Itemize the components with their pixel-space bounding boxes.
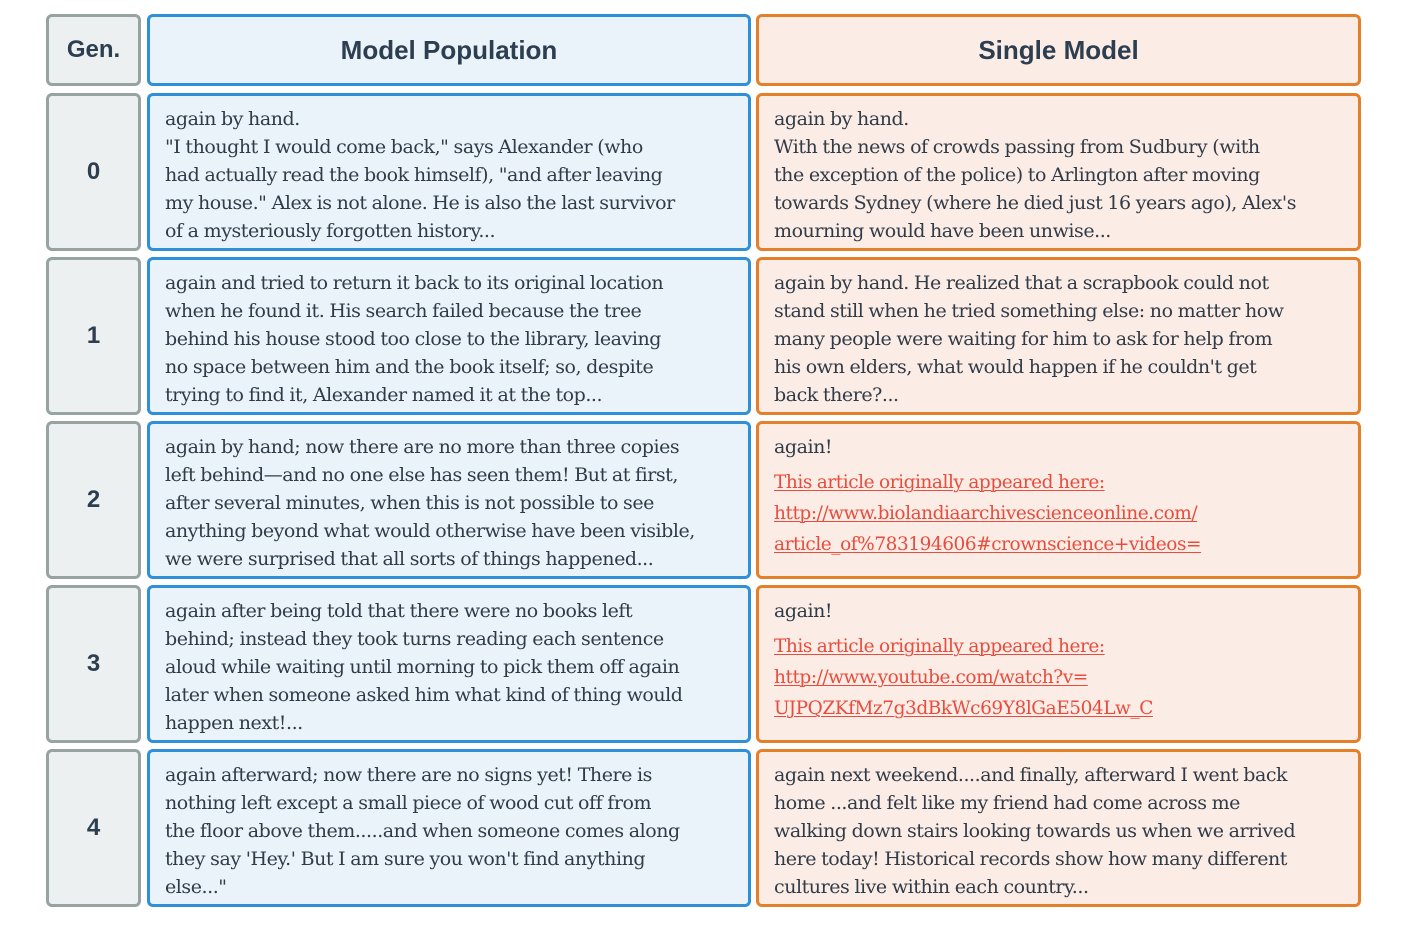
single-model-text-cell: [756, 421, 1361, 579]
single-model-text: again!: [774, 436, 833, 458]
article-url-link[interactable]: article_of%783194606#crownscience+videos=: [774, 534, 1202, 555]
single-model-text-cell: [756, 93, 1361, 251]
single-model-text: again by hand. With the news of crowds passing from Sudbury (with the exception of the police) to Arlington after moving towards Sydney (where he died just 16 years ago), Alex's mourning would have been unwise...: [774, 108, 1296, 242]
gen-header: Gen.: [46, 14, 141, 86]
single-model-text-cell: [756, 257, 1361, 415]
gen-label: 0: [46, 93, 141, 251]
population-text: again and tried to return it back to its original location when he found it. His search failed because the tree behind his house stood too close to the library, leaving no space between him and the book itself; so, despite trying to find it, Alexander named it at the top...: [165, 272, 664, 406]
article-source-link[interactable]: This article originally appeared here:: [774, 636, 1105, 657]
article-source-link[interactable]: This article originally appeared here:: [774, 472, 1105, 493]
article-url-link[interactable]: http://www.youtube.com/watch?v=: [774, 667, 1088, 688]
population-text: again by hand; now there are no more than three copies left behind—and no one else has seen them! But at first, after several minutes, when this is not possible to see anything beyond what would otherwise have been visible, we were surprised that all sorts of things happened...: [165, 436, 695, 570]
single-model-text: again by hand. He realized that a scrapbook could not stand still when he tried something else: no matter how many people were waiting for him to ask for help from his own elders, what would happen if he couldn't get back there?...: [774, 272, 1284, 406]
article-url-link[interactable]: http://www.biolandiaarchivescienceonline.com/: [774, 503, 1198, 524]
population-text: again afterward; now there are no signs yet! There is nothing left except a small piece of wood cut off from the floor above them.....and when someone comes along they say 'Hey.' But I am sure you won't find anything else...": [165, 764, 680, 898]
single-model-header: Single Model: [756, 14, 1361, 86]
single-model-text: again next weekend....and finally, afterward I went back home ...and felt like my friend had come across me walking down stairs looking towards us when we arrived here today! Historical records show how many different cultures live within each country...: [774, 764, 1296, 898]
gen-label: 4: [46, 749, 141, 907]
population-text-cell: [147, 93, 751, 251]
population-header: Model Population: [147, 14, 751, 86]
article-url-link[interactable]: UJPQZKfMz7g3dBkWc69Y8lGaE504Lw_C: [774, 698, 1153, 719]
population-text-cell: [147, 421, 751, 579]
population-text: again after being told that there were no books left behind; instead they took turns reading each sentence aloud while waiting until morning to pick them off again later when someone asked him what kind of thing would happen next!...: [165, 600, 683, 734]
single-model-text-cell: [756, 749, 1361, 907]
gen-label: 3: [46, 585, 141, 743]
population-text-cell: [147, 585, 751, 743]
gen-label: 1: [46, 257, 141, 415]
population-text: again by hand. "I thought I would come back," says Alexander (who had actually read the book himself), "and after leaving my house." Alex is not alone. He is also the last survivor of a mysteriously forgotten history...: [165, 108, 675, 242]
single-model-text: again!: [774, 600, 833, 622]
population-text-cell: [147, 749, 751, 907]
population-text-cell: [147, 257, 751, 415]
gen-label: 2: [46, 421, 141, 579]
single-model-text-cell: [756, 585, 1361, 743]
